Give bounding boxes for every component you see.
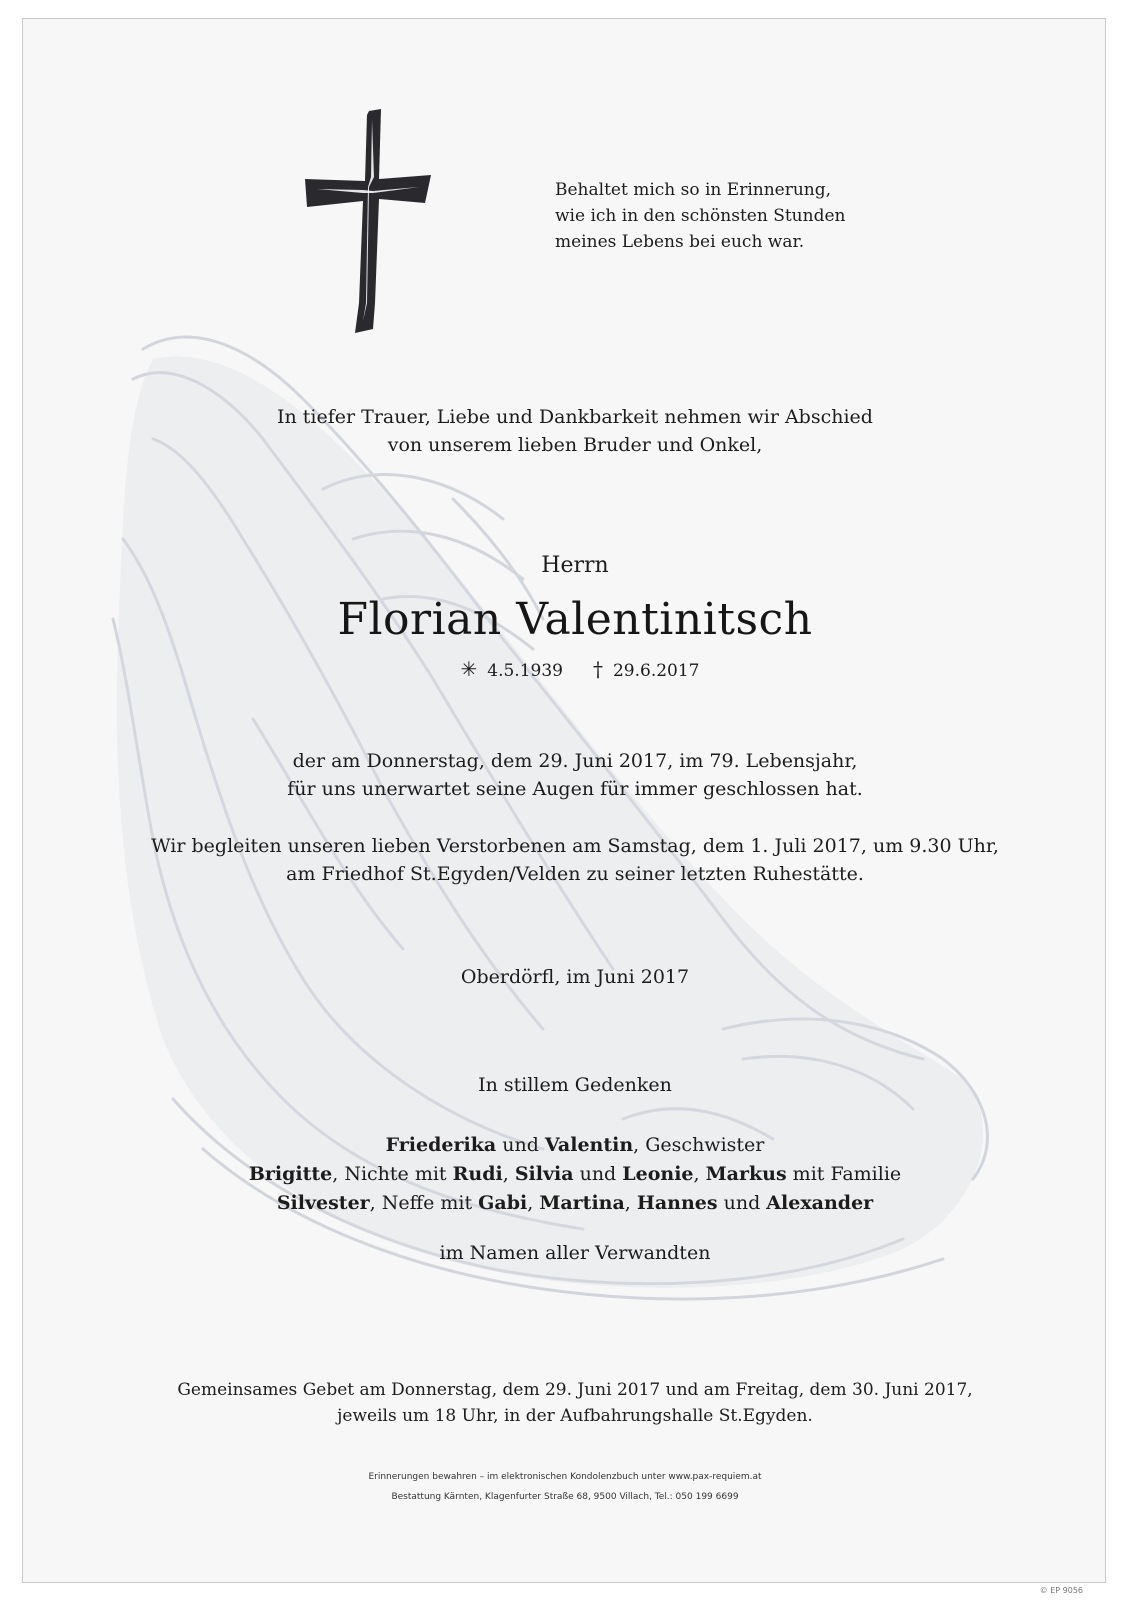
family-name: Markus — [705, 1163, 787, 1185]
prayer-line: Gemeinsames Gebet am Donnerstag, dem 29. Juni 2017 und am Freitag, dem 30. Juni 2017, — [177, 1380, 973, 1400]
family-line-niece: Brigitte, Nichte mit Rudi, Silvia und Leonie, Markus mit Familie — [248, 1163, 902, 1185]
salutation: Herrn — [541, 553, 609, 578]
footer-condolence-line: Erinnerungen bewahren – im elektronischen Kondolenzbuch unter www.pax-requiem.at — [368, 1472, 762, 1482]
intro-text — [33, 403, 1106, 459]
family-line-siblings: Friederika und Valentin, Geschwister — [385, 1134, 765, 1156]
prayer-line: jeweils um 18 Uhr, in der Aufbahrungshalle St.Egyden. — [337, 1406, 813, 1426]
memory-heading: In stillem Gedenken — [478, 1074, 672, 1096]
prayer-notice — [33, 1377, 1106, 1429]
intro-line: von unserem lieben Bruder und Onkel, — [387, 434, 763, 456]
family-name: Friederika — [385, 1134, 497, 1156]
birth-date: 4.5.1939 — [487, 661, 563, 681]
family-name: Gabi — [478, 1192, 528, 1214]
quote-line: meines Lebens bei euch war. — [555, 232, 805, 252]
family-name: Silvester — [276, 1192, 370, 1214]
death-notice-line: für uns unerwartet seine Augen für immer geschlossen hat. — [287, 778, 863, 800]
deceased-name: Florian Valentinitsch — [337, 594, 813, 645]
obituary-card — [22, 18, 1106, 1583]
family-name: Hannes — [636, 1192, 718, 1214]
birth-star-icon: ✳ — [460, 657, 478, 681]
death-notice-line: der am Donnerstag, dem 29. Juni 2017, im 79. Lebensjahr, — [292, 750, 858, 772]
funeral-notice — [33, 832, 1106, 888]
quote-line: wie ich in den schönsten Stunden — [555, 206, 846, 226]
family-name: Silvia — [514, 1163, 574, 1185]
family-name: Valentin — [544, 1134, 634, 1156]
latin-cross-icon — [303, 107, 433, 335]
death-notice — [33, 747, 1106, 803]
quote-line: Behaltet mich so in Erinnerung, — [555, 180, 832, 200]
family-line-nephew: Silvester, Neffe mit Gabi, Martina, Hannes und Alexander — [276, 1192, 874, 1214]
death-cross-icon: † — [592, 657, 603, 681]
family-list — [33, 1131, 1106, 1218]
family-name: Rudi — [452, 1163, 503, 1185]
place-and-date: Oberdörfl, im Juni 2017 — [460, 966, 690, 988]
intro-line: In tiefer Trauer, Liebe und Dankbarkeit nehmen wir Abschied — [277, 406, 873, 428]
death-date: 29.6.2017 — [612, 661, 700, 681]
funeral-line: am Friedhof St.Egyden/Velden zu seiner letzten Ruhestätte. — [286, 863, 864, 885]
family-name: Alexander — [766, 1192, 874, 1214]
family-name: Leonie — [622, 1163, 694, 1185]
relatives-line: im Namen aller Verwandten — [439, 1242, 711, 1264]
family-name: Martina — [539, 1192, 625, 1214]
footer — [23, 1467, 1106, 1507]
footer-undertaker-line: Bestattung Kärnten, Klagenfurter Straße 68, 9500 Villach, Tel.: 050 199 6699 — [391, 1492, 739, 1502]
family-name: Brigitte — [248, 1163, 333, 1185]
form-code: © EP 9056 — [1039, 1586, 1083, 1595]
epigraph-quote — [555, 177, 845, 255]
funeral-line: Wir begleiten unseren lieben Verstorbenen am Samstag, dem 1. Juli 2017, um 9.30 Uhr, — [151, 835, 999, 857]
life-dates — [33, 657, 1106, 681]
